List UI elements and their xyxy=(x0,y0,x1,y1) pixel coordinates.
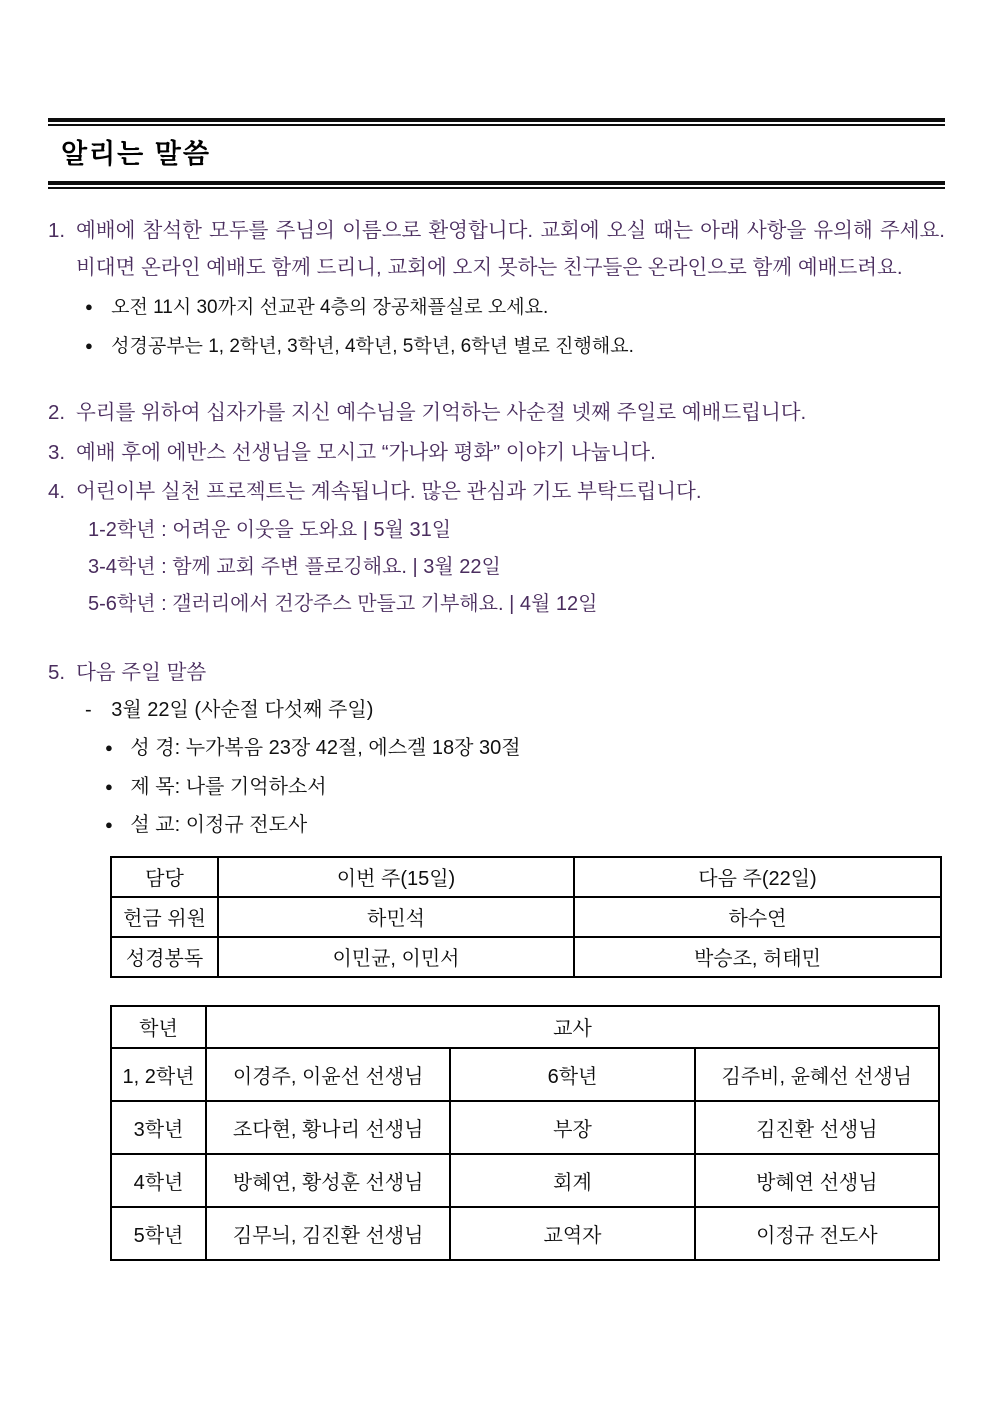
table-cell: 3학년 xyxy=(111,1101,206,1154)
table-cell: 하수연 xyxy=(574,897,941,937)
item-number: 3. xyxy=(48,440,66,464)
bullet-text: 성경공부는 1, 2학년, 3학년, 4학년, 5학년, 6학년 별로 진행해요. xyxy=(111,336,634,357)
item-text: 어린이부 실천 프로젝트는 계속됩니다. 많은 관심과 기도 부탁드립니다. xyxy=(76,480,702,503)
table-header-cell: 이번 주(15일) xyxy=(218,857,574,897)
table-cell: 이경주, 이윤선 선생님 xyxy=(206,1048,450,1101)
table-cell: 김주비, 윤혜선 선생님 xyxy=(695,1048,939,1101)
item-number: 4. xyxy=(48,480,66,503)
table-header-cell: 담당 xyxy=(111,857,218,897)
bullet-text: 설 교: 이정규 전도사 xyxy=(130,814,308,836)
bullet-text: 제 목: 나를 기억하소서 xyxy=(130,775,327,798)
table-cell: 조다현, 황나리 선생님 xyxy=(206,1101,450,1154)
announcement-item-5 xyxy=(48,654,945,692)
item-number: 5. xyxy=(48,660,66,684)
table-cell: 하민석 xyxy=(218,897,574,937)
item-number: 1. xyxy=(48,219,66,242)
table-cell: 김무늬, 김진환 선생님 xyxy=(206,1207,450,1260)
table-row xyxy=(111,937,941,977)
item-1-bullets xyxy=(85,288,945,366)
sermon-title-line xyxy=(105,768,945,807)
item-5-bullets xyxy=(105,729,945,845)
table-header-row xyxy=(111,1006,939,1048)
top-double-rule xyxy=(48,118,945,126)
announcement-item-1 xyxy=(48,212,945,286)
table-cell: 이정규 전도사 xyxy=(695,1207,939,1260)
bottom-double-rule xyxy=(48,181,945,189)
page-title: 알리는 말씀 xyxy=(61,139,211,169)
table-cell: 이민균, 이민서 xyxy=(218,937,574,977)
bullet-text: 오전 11시 30까지 선교관 4층의 장공채플실로 오세요. xyxy=(111,297,549,318)
item-4-sub-list xyxy=(88,512,945,623)
date-text: 3월 22일 (사순절 다섯째 주일) xyxy=(111,698,374,721)
table-cell: 성경봉독 xyxy=(111,937,218,977)
table-header-row xyxy=(111,857,941,897)
bullet-line xyxy=(85,327,945,366)
table-header-cell: 학년 xyxy=(111,1006,206,1048)
table-row xyxy=(111,897,941,937)
duty-table xyxy=(110,856,942,978)
table-cell: 회계 xyxy=(450,1154,694,1207)
next-sunday-date-line xyxy=(85,692,945,730)
announcement-item-5-block xyxy=(48,654,945,845)
table-row xyxy=(111,1048,939,1101)
item-number: 2. xyxy=(48,401,66,424)
teacher-table xyxy=(110,1005,940,1261)
table-header-cell: 교사 xyxy=(206,1006,939,1048)
item-text: 우리를 위하여 십자가를 지신 예수님을 기억하는 사순절 넷째 주일로 예배드립니다. xyxy=(76,401,807,424)
table-cell: 1, 2학년 xyxy=(111,1048,206,1101)
table-header-cell: 다음 주(22일) xyxy=(574,857,941,897)
table-cell: 6학년 xyxy=(450,1048,694,1101)
table-row xyxy=(111,1207,939,1260)
table-row xyxy=(111,1101,939,1154)
table-cell: 김진환 선생님 xyxy=(695,1101,939,1154)
bullet-icon: ● xyxy=(105,817,113,832)
item-text: 예배에 참석한 모두를 주님의 이름으로 환영합니다. 교회에 오실 때는 아래 사항을 유의해 주세요. 비대면 온라인 예배도 함께 드리니, 교회에 오지 못하는 친구들은 온라인으로 함께 예배드려요. xyxy=(76,219,945,279)
table-row xyxy=(111,1154,939,1207)
bullet-line xyxy=(85,288,945,327)
bullet-icon: ● xyxy=(105,778,113,794)
bullet-text: 성 경: 누가복음 23장 42절, 에스겔 18장 30절 xyxy=(130,737,521,759)
item-text: 예배 후에 에반스 선생님을 모시고 “가나와 평화” 이야기 나눕니다. xyxy=(76,440,656,464)
table-cell: 박승조, 허태민 xyxy=(574,937,941,977)
table-cell: 방혜연 선생님 xyxy=(695,1154,939,1207)
table-cell: 부장 xyxy=(450,1101,694,1154)
item-text: 다음 주일 말씀 xyxy=(76,660,207,684)
table-cell: 헌금 위원 xyxy=(111,897,218,937)
bullet-icon: ● xyxy=(85,299,93,314)
grade-project-line: 1-2학년 : 어려운 이웃을 도와요 | 5월 31일 xyxy=(88,518,452,541)
table-cell: 방혜연, 황성훈 선생님 xyxy=(206,1154,450,1207)
bullet-icon: ● xyxy=(85,338,93,353)
table-cell: 4학년 xyxy=(111,1154,206,1207)
bullet-icon: ● xyxy=(105,740,113,755)
announcement-item-3 xyxy=(48,433,945,473)
dash-icon: - xyxy=(85,698,92,721)
table-cell: 교역자 xyxy=(450,1207,694,1260)
grade-project-line: 3-4학년 : 함께 교회 주변 플로깅해요. | 3월 22일 xyxy=(88,555,501,578)
scripture-line xyxy=(105,729,945,768)
announcement-item-4 xyxy=(48,472,945,512)
announcement-group xyxy=(48,393,945,623)
preacher-line xyxy=(105,806,945,845)
title-block xyxy=(48,118,945,189)
grade-project-line: 5-6학년 : 갤러리에서 건강주스 만들고 기부해요. | 4월 12일 xyxy=(88,592,598,615)
announcement-item-2 xyxy=(48,393,945,433)
table-cell: 5학년 xyxy=(111,1207,206,1260)
